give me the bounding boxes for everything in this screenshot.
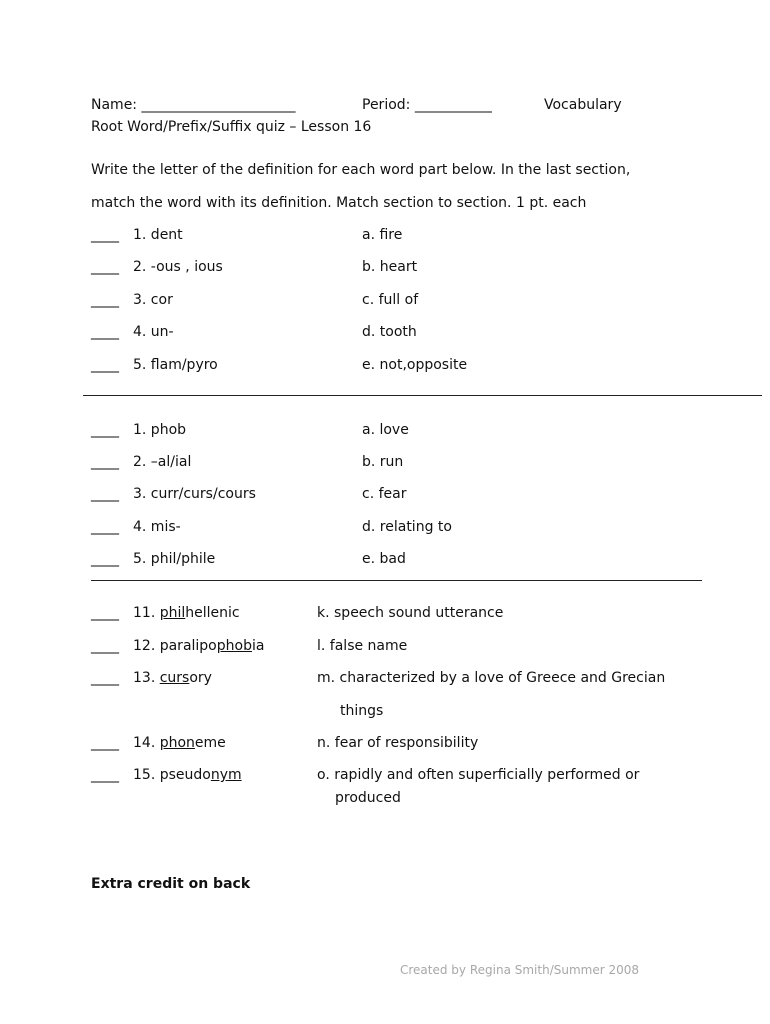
name-field[interactable]: Name: ______________________ — [91, 97, 296, 113]
item-number: 13. — [133, 670, 156, 686]
vocabulary-word — [133, 766, 242, 784]
word-part: 2. -ous , ious — [133, 259, 223, 275]
definition-option: d. tooth — [362, 324, 417, 340]
underlined-root: phon — [159, 735, 195, 751]
word-part: 4. mis- — [133, 519, 181, 535]
answer-blank[interactable]: ____ — [91, 454, 119, 470]
section-divider — [91, 580, 702, 581]
period-field[interactable]: Period: ___________ — [362, 97, 492, 113]
word-part: 5. flam/pyro — [133, 357, 218, 373]
word-part: 1. dent — [133, 227, 183, 243]
word-prefix: pseudo — [159, 767, 211, 783]
definition-option: a. love — [362, 422, 409, 438]
answer-blank[interactable]: ____ — [91, 324, 119, 340]
definition-option: b. heart — [362, 259, 418, 275]
answer-blank[interactable]: ____ — [91, 227, 119, 243]
answer-blank[interactable]: ____ — [91, 767, 119, 783]
underlined-root: phob — [216, 638, 252, 654]
definition-option: m. characterized by a love of Greece and Grecian — [317, 670, 666, 686]
word-part: 1. phob — [133, 422, 187, 438]
footer-credit: Created by Regina Smith/Summer 2008 — [400, 963, 640, 977]
definition-option: o. rapidly and often superficially performed or — [317, 767, 640, 783]
word-part: 3. curr/curs/cours — [133, 486, 256, 502]
instructions-line-2: match the word with its definition. Match section to section. 1 pt. each — [91, 195, 587, 211]
underlined-root: phil — [159, 605, 186, 621]
answer-blank[interactable]: ____ — [91, 422, 119, 438]
answer-blank[interactable]: ____ — [91, 670, 119, 686]
instructions-line-1: Write the letter of the definition for each word part below. In the last section, — [91, 162, 631, 178]
item-number: 11. — [133, 605, 156, 621]
word-suffix: ory — [189, 670, 212, 686]
subject-label: Vocabulary — [544, 97, 622, 113]
definition-option: a. fire — [362, 227, 403, 243]
word-part: 5. phil/phile — [133, 551, 216, 567]
word-suffix: eme — [194, 735, 226, 751]
vocabulary-word — [133, 637, 264, 655]
answer-blank[interactable]: ____ — [91, 638, 119, 654]
answer-blank[interactable]: ____ — [91, 519, 119, 535]
underlined-root: nym — [210, 767, 242, 783]
definition-option: c. full of — [362, 292, 419, 308]
definition-option: n. fear of responsibility — [317, 735, 479, 751]
definition-option: e. not,opposite — [362, 357, 468, 373]
answer-blank[interactable]: ____ — [91, 259, 119, 275]
vocabulary-word — [133, 669, 212, 687]
vocabulary-word — [133, 734, 226, 752]
definition-continuation: things — [340, 703, 384, 719]
answer-blank[interactable]: ____ — [91, 292, 119, 308]
answer-blank[interactable]: ____ — [91, 486, 119, 502]
definition-option: e. bad — [362, 551, 406, 567]
answer-blank[interactable]: ____ — [91, 357, 119, 373]
word-suffix: ia — [251, 638, 265, 654]
quiz-title: Root Word/Prefix/Suffix quiz – Lesson 16 — [91, 119, 372, 135]
definition-option: c. fear — [362, 486, 407, 502]
word-part: 2. –al/ial — [133, 454, 192, 470]
definition-option: l. false name — [317, 638, 408, 654]
word-prefix: paralipo — [159, 638, 217, 654]
definition-option: b. run — [362, 454, 404, 470]
answer-blank[interactable]: ____ — [91, 735, 119, 751]
item-number: 14. — [133, 735, 156, 751]
item-number: 15. — [133, 767, 156, 783]
word-part: 3. cor — [133, 292, 173, 308]
answer-blank[interactable]: ____ — [91, 551, 119, 567]
definition-continuation: produced — [335, 790, 401, 806]
underlined-root: curs — [159, 670, 190, 686]
word-part: 4. un- — [133, 324, 174, 340]
item-number: 12. — [133, 638, 156, 654]
definition-option: d. relating to — [362, 519, 452, 535]
definition-option: k. speech sound utterance — [317, 605, 504, 621]
extra-credit-note: Extra credit on back — [91, 876, 251, 892]
section-divider — [83, 395, 762, 396]
word-suffix: hellenic — [185, 605, 240, 621]
answer-blank[interactable]: ____ — [91, 605, 119, 621]
vocabulary-word — [133, 604, 240, 622]
